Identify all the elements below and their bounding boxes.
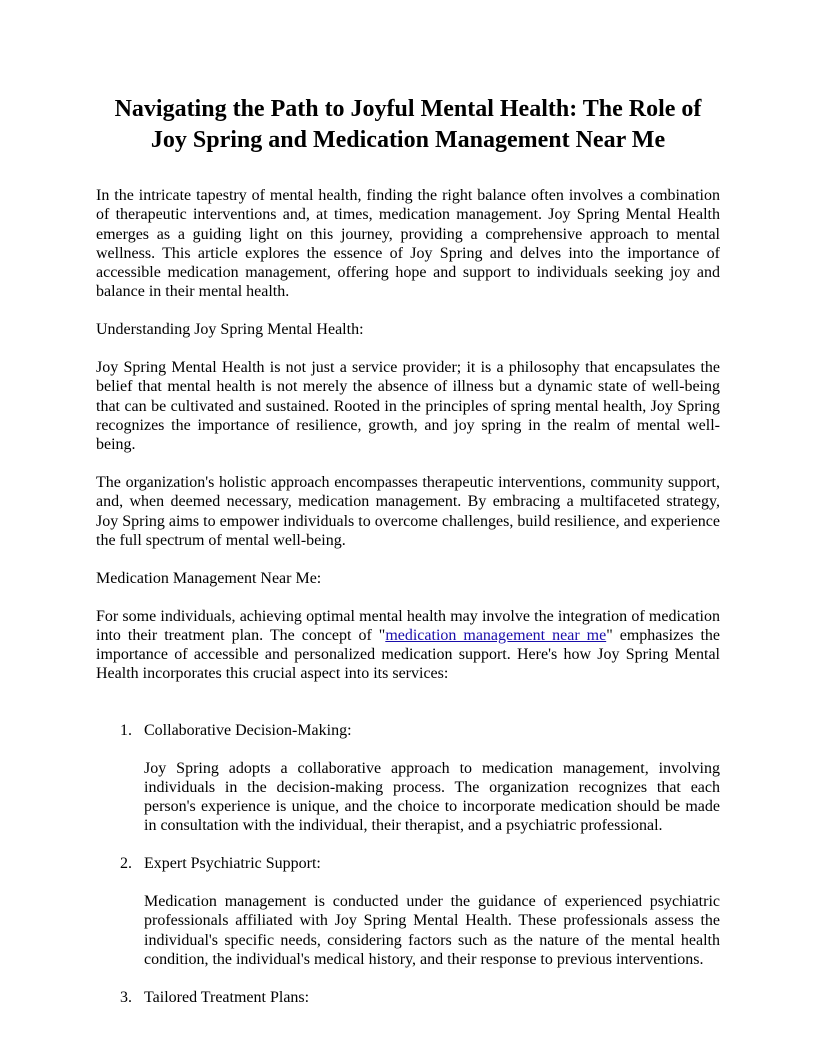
list-item — [96, 988, 720, 1007]
paragraph-medication-management — [96, 607, 720, 684]
list-item-heading: Expert Psychiatric Support: — [144, 855, 321, 873]
intro-paragraph: In the intricate tapestry of mental health, finding the right balance often involves a combination of therapeutic interventions and, at times, medication management. Joy Spring Mental Health emerges as a guiding light on this journey, providing a comprehensive approach to mental wellness. This article explores the essence of Joy Spring and delves into the importance of accessible medication management, offering hope and support to individuals seeking joy and balance in their mental health. — [96, 187, 720, 301]
list-item-number: 1. — [120, 721, 132, 739]
paragraph-holistic-approach: The organization's holistic approach encompasses therapeutic interventions, community support, and, when deemed necessary, medication management. By embracing a multifaceted strategy, Joy Spring aims to empower individuals to overcome challenges, build resilience, and experience the full spectrum of mental well-being. — [96, 474, 720, 549]
list-item — [96, 854, 720, 969]
list-item-heading: Collaborative Decision-Making: — [144, 721, 352, 739]
document-page — [96, 94, 720, 1026]
list-item-body: Joy Spring adopts a collaborative approach to medication management, involving individuals in the decision-making process. The organization recognizes that each person's experience is unique, and the choice to incorporate medication should be made in consultation with the individual, their therapist, and a psychiatric professional. — [144, 759, 720, 835]
list-item-number: 2. — [120, 855, 132, 873]
page-title: Navigating the Path to Joyful Mental Health: The Role of Joy Spring and Medication Management Near Me — [114, 96, 702, 153]
list-item-body: Medication management is conducted under the guidance of experienced psychiatric professionals affiliated with Joy Spring Mental Health. These professionals assess the individual's specific needs, considering factors such as the nature of the mental health condition, the individual's medical history, and their response to previous interventions. — [144, 893, 720, 968]
numbered-list — [96, 721, 720, 1007]
list-item-number: 3. — [120, 988, 132, 1006]
paragraph-text-before-link: For some individuals, achieving optimal mental health may involve the integration of medication into their treatment plan. The concept of " — [96, 607, 720, 644]
list-item-heading: Tailored Treatment Plans: — [144, 988, 310, 1006]
paragraph-philosophy: Joy Spring Mental Health is not just a service provider; it is a philosophy that encapsulates the belief that mental health is not merely the absence of illness but a dynamic state of well-being that can be cultivated and sustained. Rooted in the principles of spring mental health, Joy Spring recognizes the importance of resilience, growth, and joy spring in the realm of mental well-being. — [96, 359, 720, 454]
section-heading-medication: Medication Management Near Me: — [96, 569, 322, 587]
medication-management-link[interactable]: medication management near me — [385, 626, 607, 644]
section-heading-understanding: Understanding Joy Spring Mental Health: — [96, 321, 364, 339]
list-item — [96, 721, 720, 836]
paragraph-text-after-link: " emphasizes the importance of accessible and personalized medication support. Here's how Joy Spring Mental Health incorporates this crucial aspect into its services: — [96, 626, 721, 683]
